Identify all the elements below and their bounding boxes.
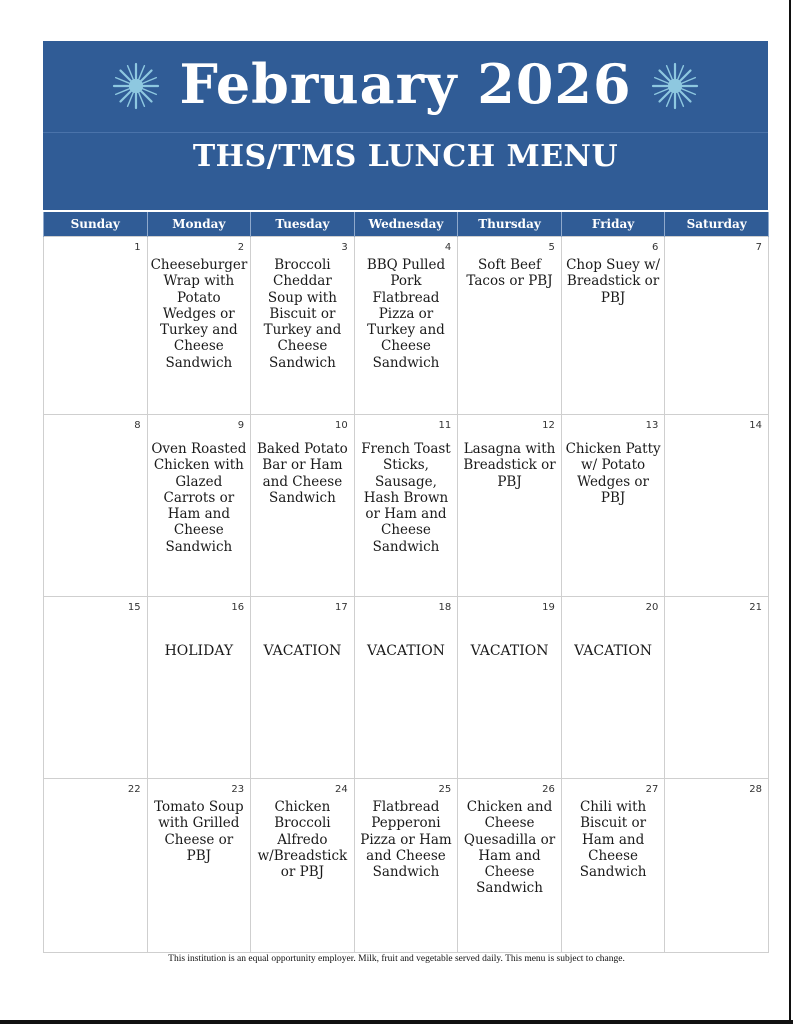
day-number: 19 <box>542 602 555 613</box>
weekday-header-row <box>44 212 769 237</box>
calendar-grid <box>43 212 769 953</box>
meal-text: Broccoli Cheddar Soup with Biscuit or Turkey and Cheese Sandwich <box>263 257 342 371</box>
weekday-monday: Monday <box>147 212 251 237</box>
day-cell <box>147 415 251 597</box>
day-cell <box>458 597 562 779</box>
day-cell <box>251 415 355 597</box>
weekday-thursday: Thursday <box>458 212 562 237</box>
day-cell <box>561 237 665 415</box>
day-cell <box>665 237 769 415</box>
day-cell <box>354 779 458 953</box>
header-banner <box>43 41 768 210</box>
day-cell <box>147 237 251 415</box>
footer-disclaimer: This institution is an equal opportunity employer. Milk, fruit and vegetable served daily. This menu is subject to change. <box>168 954 625 964</box>
day-cell <box>251 779 355 953</box>
day-number: 9 <box>237 420 245 431</box>
day-number: 28 <box>749 784 762 795</box>
vacation-text: VACATION <box>574 643 653 659</box>
day-cell <box>665 597 769 779</box>
day-number: 14 <box>749 420 762 431</box>
meal-text: Flatbread Pepperoni Pizza or Ham and Cheese Sandwich <box>360 799 452 881</box>
meal-text: Soft Beef Tacos or PBJ <box>466 257 553 290</box>
page-edge <box>0 1020 793 1024</box>
day-cell <box>354 597 458 779</box>
meal-text: BBQ Pulled Pork Flatbread Pizza or Turkey and Cheese Sandwich <box>366 257 446 371</box>
snowflake-icon <box>111 61 161 111</box>
week-row <box>44 415 769 597</box>
page-title: February 2026 <box>179 52 632 116</box>
week-row <box>44 237 769 415</box>
day-cell <box>665 415 769 597</box>
day-cell <box>251 237 355 415</box>
day-cell <box>354 415 458 597</box>
day-number: 5 <box>548 242 555 253</box>
weekday-saturday: Saturday <box>665 212 769 237</box>
day-number: 21 <box>749 602 762 613</box>
day-cell <box>147 597 251 779</box>
day-cell <box>458 415 562 597</box>
day-number: 23 <box>231 784 245 795</box>
day-number: 25 <box>438 784 452 795</box>
day-number: 16 <box>231 602 245 613</box>
title-row <box>43 41 768 131</box>
vacation-text: VACATION <box>470 643 549 659</box>
meal-text: Baked Potato Bar or Ham and Cheese Sandwich <box>257 441 348 506</box>
vacation-text: VACATION <box>263 643 342 659</box>
day-cell <box>458 237 562 415</box>
day-number: 17 <box>334 602 348 613</box>
day-number: 24 <box>334 784 348 795</box>
weekday-tuesday: Tuesday <box>251 212 355 237</box>
day-number: 11 <box>438 420 452 431</box>
vacation-text: VACATION <box>367 643 445 659</box>
meal-text: Chili with Biscuit or Ham and Cheese Sandwich <box>579 799 647 881</box>
meal-text: Oven Roasted Chicken with Glazed Carrots or Ham and Cheese Sandwich <box>151 441 247 555</box>
weekday-friday: Friday <box>561 212 665 237</box>
day-cell <box>458 779 562 953</box>
day-cell <box>44 597 148 779</box>
week-row <box>44 779 769 953</box>
day-number: 13 <box>645 420 659 431</box>
day-number: 27 <box>645 784 659 795</box>
meal-text: Cheeseburger Wrap with Potato Wedges or Turkey and Cheese Sandwich <box>150 257 248 371</box>
weekday-wednesday: Wednesday <box>354 212 458 237</box>
day-cell <box>44 237 148 415</box>
page-edge <box>789 0 791 1022</box>
day-number: 12 <box>542 420 555 431</box>
meal-text: Lasagna with Breadstick or PBJ <box>463 441 556 490</box>
day-cell <box>44 415 148 597</box>
day-number: 22 <box>127 784 141 795</box>
day-number: 1 <box>134 242 141 253</box>
holiday-text: HOLIDAY <box>164 643 234 659</box>
day-number: 18 <box>438 602 452 613</box>
week-row <box>44 597 769 779</box>
day-number: 2 <box>237 242 245 253</box>
meal-text: Tomato Soup with Grilled Cheese or PBJ <box>154 799 244 864</box>
weekday-sunday: Sunday <box>44 212 148 237</box>
meal-text: Chicken and Cheese Quesadilla or Ham and Cheese Sandwich <box>463 799 556 897</box>
day-number: 7 <box>755 242 762 253</box>
day-cell <box>147 779 251 953</box>
day-cell <box>561 779 665 953</box>
meal-text: Chop Suey w/ Breadstick or PBJ <box>566 257 661 306</box>
day-number: 10 <box>334 420 348 431</box>
meal-text: Chicken Broccoli Alfredo w/Breadstick or PBJ <box>257 799 348 881</box>
meal-text: French Toast Sticks, Sausage, Hash Brown or Ham and Cheese Sandwich <box>361 441 451 555</box>
day-number: 26 <box>542 784 555 795</box>
day-cell <box>665 779 769 953</box>
meal-text: Chicken Patty w/ Potato Wedges or PBJ <box>565 441 661 506</box>
day-cell <box>561 597 665 779</box>
day-number: 4 <box>444 242 452 253</box>
page-subtitle: THS/TMS LUNCH MENU <box>192 138 619 174</box>
day-number: 6 <box>652 242 659 253</box>
day-number: 20 <box>645 602 659 613</box>
day-cell <box>354 237 458 415</box>
day-cell <box>44 779 148 953</box>
snowflake-icon <box>650 61 700 111</box>
day-number: 3 <box>341 242 348 253</box>
day-number: 8 <box>134 420 141 431</box>
day-cell <box>251 597 355 779</box>
day-cell <box>561 415 665 597</box>
day-number: 15 <box>127 602 141 613</box>
